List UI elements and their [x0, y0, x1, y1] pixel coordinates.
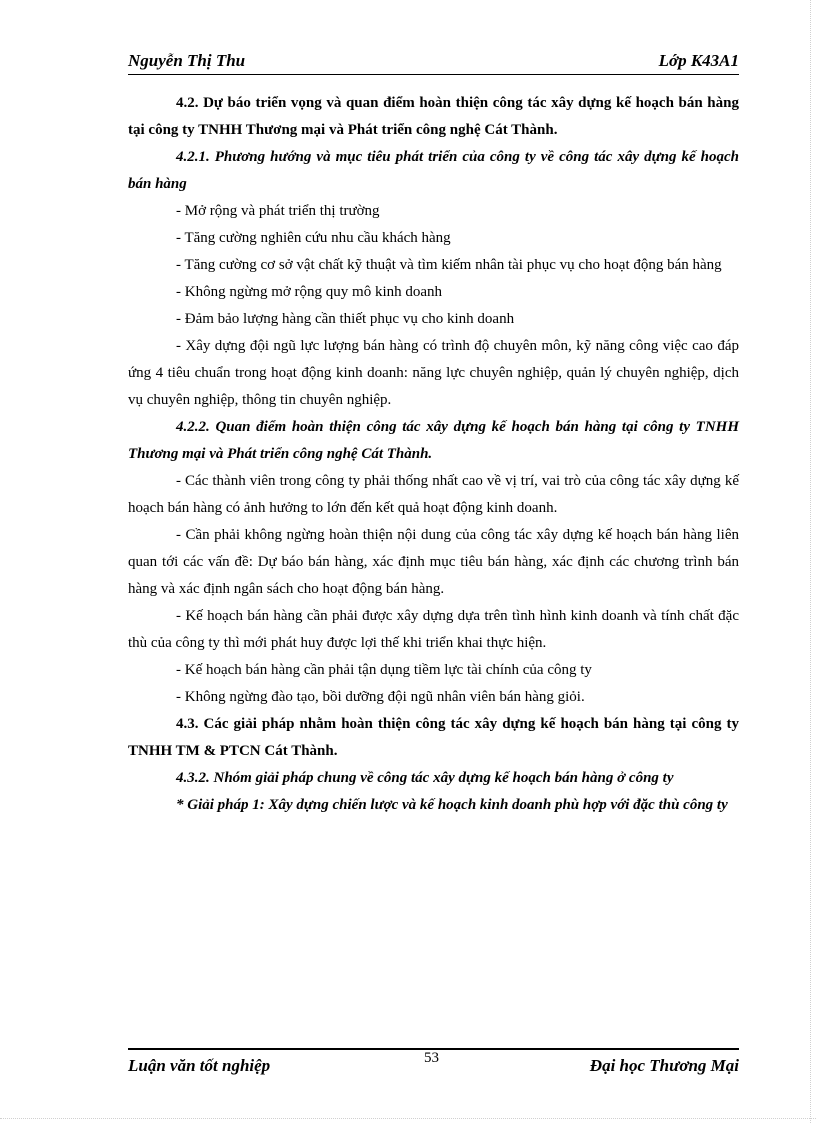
- list-item: - Cần phải không ngừng hoàn thiện nội dung của công tác xây dựng kế hoạch bán hàng liên quan tới các vấn đề: Dự báo bán hàng, xác định mục tiêu bán hàng, xác định các chương trình bán hàng và xác định ngân sách cho hoạt động bán hàng.: [128, 527, 739, 597]
- heading-4-3-2: 4.3.2. Nhóm giải pháp chung về công tác xây dựng kế hoạch bán hàng ở công ty: [176, 770, 674, 786]
- footer-university: Đại học Thương Mại: [589, 1056, 739, 1075]
- header-class: Lớp K43A1: [658, 51, 739, 70]
- heading-4-3: 4.3. Các giải pháp nhằm hoàn thiện công tác xây dựng kế hoạch bán hàng tại công ty TNHH TM & PTCN Cát Thành.: [128, 716, 739, 759]
- heading-4-2-1: 4.2.1. Phương hướng và mục tiêu phát triển của công ty về công tác xây dựng kế hoạch bán hàng: [128, 149, 739, 192]
- list-item: - Đảm bảo lượng hàng cần thiết phục vụ cho kinh doanh: [176, 311, 515, 327]
- list-item: - Kế hoạch bán hàng cần phải tận dụng tiềm lực tài chính của công ty: [176, 662, 592, 678]
- page-number: 53: [424, 1050, 439, 1066]
- solution-1-heading: * Giải pháp 1: Xây dựng chiến lược và kế hoạch kinh doanh phù hợp với đặc thù công ty: [176, 797, 728, 813]
- page-footer: [128, 1048, 739, 1080]
- list-item: - Các thành viên trong công ty phải thống nhất cao về vị trí, vai trò của công tác xây dựng kế hoạch bán hàng có ảnh hưởng to lớn đến kết quả hoạt động kinh doanh.: [128, 473, 739, 516]
- heading-4-2: 4.2. Dự báo triển vọng và quan điểm hoàn thiện công tác xây dựng kế hoạch bán hàng tại công ty TNHH Thương mại và Phát triển công nghệ Cát Thành.: [128, 95, 739, 138]
- list-item: - Mở rộng và phát triển thị trường: [176, 203, 380, 219]
- list-item: - Tăng cường cơ sở vật chất kỹ thuật và tìm kiếm nhân tài phục vụ cho hoạt động bán hàng: [176, 257, 722, 273]
- page-edge-horizontal: [0, 1118, 816, 1119]
- list-item: - Kế hoạch bán hàng cần phải được xây dựng dựa trên tình hình kinh doanh và tính chất đặc thù của công ty thì mới phát huy được lợi thế khi triển khai thực hiện.: [128, 608, 739, 651]
- heading-4-2-2: 4.2.2. Quan điểm hoàn thiện công tác xây dựng kế hoạch bán hàng tại công ty TNHH Thương mại và Phát triển công nghệ Cát Thành.: [128, 419, 739, 462]
- header-author: Nguyễn Thị Thu: [128, 51, 246, 70]
- page-header: [128, 50, 739, 75]
- list-item: - Không ngừng đào tạo, bồi dưỡng đội ngũ nhân viên bán hàng giỏi.: [176, 689, 585, 705]
- page-edge-vertical: [810, 0, 811, 1123]
- footer-thesis-label: Luận văn tốt nghiệp: [128, 1056, 271, 1075]
- list-item: - Tăng cường nghiên cứu nhu cầu khách hàng: [176, 230, 451, 246]
- list-item: - Không ngừng mở rộng quy mô kinh doanh: [176, 284, 443, 300]
- document-body: [128, 90, 739, 819]
- list-item: - Xây dựng đội ngũ lực lượng bán hàng có trình độ chuyên môn, kỹ năng công việc cao đáp ứng 4 tiêu chuẩn trong hoạt động kinh doanh: năng lực chuyên nghiệp, quản lý chuyên nghiệp, dịch vụ chuyên nghiệp, thông tin chuyên nghiệp.: [128, 338, 739, 408]
